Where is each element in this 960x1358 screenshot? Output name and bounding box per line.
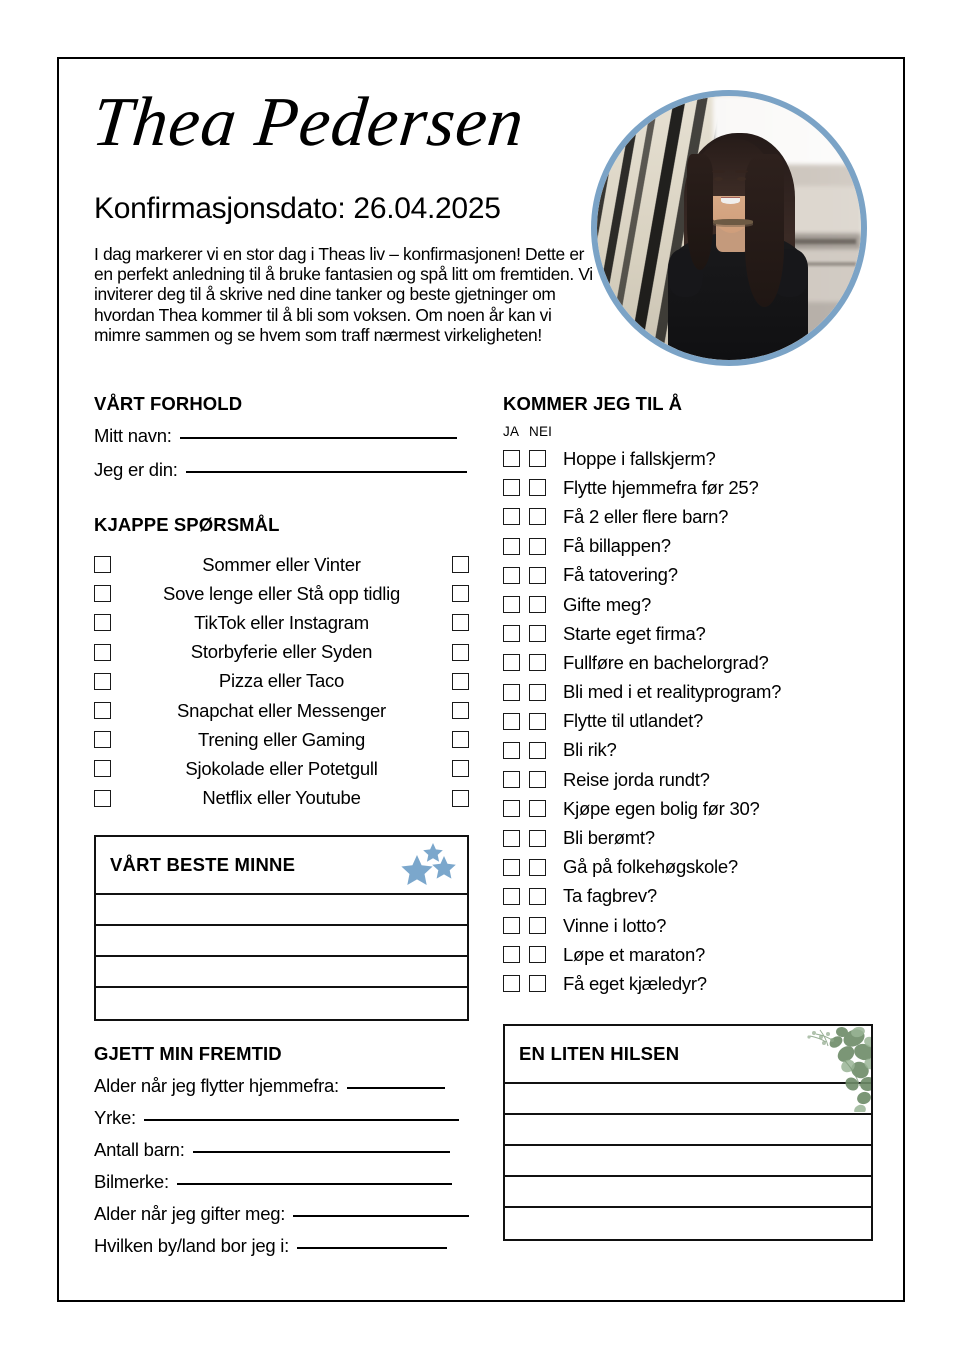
- list-item-label: Få tatovering?: [563, 564, 678, 586]
- section-title-best-memory: VÅRT BESTE MINNE: [110, 853, 296, 875]
- portrait-photo: [591, 90, 867, 366]
- field-row-yrke: [94, 1107, 469, 1129]
- list-item: [503, 678, 873, 707]
- checkbox-yes[interactable]: [503, 859, 520, 876]
- list-item-label: Storbyferie eller Syden: [190, 641, 373, 663]
- checkbox-no[interactable]: [529, 888, 546, 905]
- left-column: [94, 393, 469, 1257]
- quick-questions-list: [94, 550, 469, 813]
- list-item: [503, 590, 873, 619]
- list-item-label: Flytte hjemmefra før 25?: [563, 476, 759, 498]
- checkbox-no[interactable]: [529, 771, 546, 788]
- photo-eye-left: [714, 177, 723, 181]
- checkbox-no[interactable]: [529, 917, 546, 934]
- field-label: Hvilken by/land bor jeg i:: [94, 1234, 290, 1256]
- checkbox-yes[interactable]: [503, 713, 520, 730]
- checkbox-left[interactable]: [94, 702, 111, 719]
- list-item-label: Gå på folkehøgskole?: [563, 856, 738, 878]
- checkbox-no[interactable]: [529, 508, 546, 525]
- list-item: [503, 823, 873, 852]
- list-item: [503, 882, 873, 911]
- guess-my-future-section: [94, 1043, 469, 1257]
- confirmation-date: Konfirmasjonsdato: 26.04.2025: [94, 192, 501, 225]
- list-item: [94, 784, 469, 813]
- section-title-greeting: EN LITEN HILSEN: [519, 1042, 680, 1064]
- photo-choker-necklace: [713, 219, 753, 225]
- list-item: [94, 579, 469, 608]
- field-row-mitt-navn: [94, 425, 469, 447]
- list-item-label: Netflix eller Youtube: [202, 787, 361, 809]
- checkbox-yes[interactable]: [503, 946, 520, 963]
- checkbox-yes[interactable]: [503, 538, 520, 555]
- checkbox-yes[interactable]: [503, 450, 520, 467]
- list-item-label: Gifte meg?: [563, 593, 651, 615]
- checkbox-right[interactable]: [452, 556, 469, 573]
- write-in-line-alder-gifter[interactable]: [293, 1215, 469, 1217]
- list-item-label: Bli rik?: [563, 739, 617, 761]
- section-title-predictions: KOMMER JEG TIL Å: [503, 393, 683, 414]
- checkbox-no[interactable]: [529, 450, 546, 467]
- section-title-quick-questions: KJAPPE SPØRSMÅL: [94, 514, 280, 535]
- photo-hair-right: [745, 154, 785, 307]
- list-item: [503, 473, 873, 502]
- checkbox-yes[interactable]: [503, 742, 520, 759]
- field-label: Bilmerke:: [94, 1170, 169, 1192]
- list-item: [94, 725, 469, 754]
- checkbox-yes[interactable]: [503, 654, 520, 671]
- photo-eye-right: [737, 177, 746, 181]
- list-item: [503, 794, 873, 823]
- best-memory-box: [94, 835, 469, 1021]
- list-item: [503, 765, 873, 794]
- section-title-guess-future: GJETT MIN FREMTID: [94, 1042, 282, 1064]
- portrait-photo-image: [597, 96, 861, 360]
- list-item-label: Vinne i lotto?: [563, 914, 667, 936]
- list-item: [503, 940, 873, 969]
- checkbox-left[interactable]: [94, 614, 111, 631]
- field-label: Mitt navn:: [94, 425, 172, 446]
- checkbox-yes[interactable]: [503, 684, 520, 701]
- checkbox-left[interactable]: [94, 556, 111, 573]
- list-item: [503, 502, 873, 531]
- checkbox-no[interactable]: [529, 713, 546, 730]
- list-item: [94, 608, 469, 637]
- list-item: [503, 707, 873, 736]
- checkbox-yes[interactable]: [503, 800, 520, 817]
- list-item: [503, 648, 873, 677]
- list-item: [94, 667, 469, 696]
- field-row-by-land: [94, 1235, 469, 1257]
- greeting-box: [503, 1024, 873, 1241]
- checkbox-left[interactable]: [94, 585, 111, 602]
- checkbox-yes[interactable]: [503, 917, 520, 934]
- list-item: [94, 754, 469, 783]
- field-row-alder-flytter: [94, 1075, 469, 1097]
- write-in-line-bilmerke[interactable]: [177, 1183, 452, 1185]
- field-label: Alder når jeg gifter meg:: [94, 1202, 286, 1224]
- write-in-line[interactable]: [505, 1146, 871, 1177]
- checkbox-no[interactable]: [529, 975, 546, 992]
- yes-column-label: JA: [503, 424, 520, 439]
- list-item: [503, 444, 873, 473]
- list-item: [94, 696, 469, 725]
- greeting-header: [505, 1026, 871, 1084]
- checkbox-no[interactable]: [529, 742, 546, 759]
- list-item-label: TikTok eller Instagram: [194, 611, 369, 633]
- list-item-label: Flytte til utlandet?: [563, 710, 703, 732]
- checkbox-right[interactable]: [452, 644, 469, 661]
- write-in-line-alder-flytter[interactable]: [347, 1087, 445, 1089]
- checkbox-left[interactable]: [94, 790, 111, 807]
- section-title-relationship: VÅRT FORHOLD: [94, 393, 243, 414]
- field-row-jeg-er-din: [94, 459, 469, 481]
- list-item: [503, 911, 873, 940]
- checkbox-right[interactable]: [452, 585, 469, 602]
- list-item-label: Fullføre en bachelorgrad?: [563, 651, 769, 673]
- write-in-line[interactable]: [96, 988, 467, 1019]
- list-item-label: Ta fagbrev?: [563, 885, 657, 907]
- checkbox-no[interactable]: [529, 684, 546, 701]
- checkbox-left[interactable]: [94, 760, 111, 777]
- best-memory-header: [96, 837, 467, 895]
- photo-smile: [721, 197, 741, 204]
- list-item: [503, 736, 873, 765]
- list-item: [94, 550, 469, 579]
- list-item-label: Sove lenge eller Stå opp tidlig: [162, 582, 401, 604]
- list-item: [503, 969, 873, 998]
- checkbox-no[interactable]: [529, 859, 546, 876]
- write-in-line[interactable]: [96, 957, 467, 988]
- list-item: [503, 561, 873, 590]
- checkbox-right[interactable]: [452, 673, 469, 690]
- list-item-label: Få 2 eller flere barn?: [563, 505, 729, 527]
- list-item-label: Reise jorda rundt?: [563, 768, 710, 790]
- checkbox-yes[interactable]: [503, 567, 520, 584]
- checkbox-right[interactable]: [452, 790, 469, 807]
- list-item-label: Få eget kjæledyr?: [563, 972, 707, 994]
- list-item-label: Trening eller Gaming: [197, 728, 366, 750]
- write-in-line[interactable]: [505, 1177, 871, 1208]
- checkbox-left[interactable]: [94, 731, 111, 748]
- checkbox-yes[interactable]: [503, 625, 520, 642]
- list-item-label: Løpe et maraton?: [563, 943, 706, 965]
- photo-hair-left: [687, 154, 713, 270]
- checkbox-right[interactable]: [452, 760, 469, 777]
- list-item: [503, 619, 873, 648]
- list-item-label: Pizza eller Taco: [218, 670, 345, 692]
- write-in-line[interactable]: [96, 926, 467, 957]
- write-in-line-antall-barn[interactable]: [193, 1151, 450, 1153]
- list-item-label: Få billappen?: [563, 535, 671, 557]
- field-row-alder-gifter: [94, 1203, 469, 1225]
- page-title: Thea Pedersen: [89, 84, 529, 161]
- checkbox-no[interactable]: [529, 567, 546, 584]
- list-item-label: Starte eget firma?: [563, 622, 706, 644]
- checkbox-no[interactable]: [529, 596, 546, 613]
- write-in-line[interactable]: [505, 1208, 871, 1239]
- list-item-label: Bli berømt?: [563, 827, 655, 849]
- no-column-label: NEI: [529, 424, 553, 439]
- checkbox-left[interactable]: [94, 644, 111, 661]
- list-item-label: Hoppe i fallskjerm?: [563, 447, 716, 469]
- write-in-line-mitt-navn[interactable]: [180, 437, 457, 439]
- list-item: [94, 638, 469, 667]
- write-in-line[interactable]: [505, 1084, 871, 1115]
- checkbox-yes[interactable]: [503, 479, 520, 496]
- checkbox-yes[interactable]: [503, 888, 520, 905]
- checkbox-right[interactable]: [452, 731, 469, 748]
- list-item: [503, 532, 873, 561]
- list-item-label: Bli med i et realityprogram?: [563, 681, 782, 703]
- write-in-line-jeg-er-din[interactable]: [186, 471, 467, 473]
- list-item-label: Snapchat eller Messenger: [177, 699, 386, 721]
- field-row-antall-barn: [94, 1139, 469, 1161]
- list-item-label: Kjøpe egen bolig før 30?: [563, 797, 760, 819]
- write-in-line[interactable]: [505, 1115, 871, 1146]
- checkbox-yes[interactable]: [503, 508, 520, 525]
- field-row-bilmerke: [94, 1171, 469, 1193]
- checkbox-right[interactable]: [452, 614, 469, 631]
- field-label: Alder når jeg flytter hjemmefra:: [94, 1074, 339, 1096]
- yes-no-column-headers: [503, 424, 873, 439]
- field-label: Yrke:: [94, 1106, 136, 1128]
- checkbox-right[interactable]: [452, 702, 469, 719]
- write-in-line[interactable]: [96, 895, 467, 926]
- list-item: [503, 853, 873, 882]
- checkbox-no[interactable]: [529, 625, 546, 642]
- checkbox-no[interactable]: [529, 654, 546, 671]
- checkbox-yes[interactable]: [503, 596, 520, 613]
- write-in-line-yrke[interactable]: [144, 1119, 459, 1121]
- checkbox-yes[interactable]: [503, 975, 520, 992]
- checkbox-no[interactable]: [529, 800, 546, 817]
- predictions-list: [503, 444, 873, 999]
- list-item-label: Sommer eller Vinter: [202, 553, 361, 575]
- field-label: Antall barn:: [94, 1138, 185, 1160]
- checkbox-yes[interactable]: [503, 830, 520, 847]
- checkbox-no[interactable]: [529, 830, 546, 847]
- checkbox-left[interactable]: [94, 673, 111, 690]
- right-column: [503, 393, 873, 1241]
- checkbox-no[interactable]: [529, 946, 546, 963]
- checkbox-no[interactable]: [529, 538, 546, 555]
- field-label: Jeg er din:: [94, 459, 178, 480]
- stars-icon: [393, 841, 457, 889]
- intro-paragraph: I dag markerer vi en stor dag i Theas liv – konfirmasjonen! Dette er en perfekt anledning til å bruke fantasien og spå litt om fremtiden. Vi inviterer deg til å skrive ned dine tanker og beste gjetninger om hvordan Thea kommer til å bli som voksen. Om noen år kan vi mimre sammen og se hvem som traff nærmest virkeligheten!: [94, 244, 593, 345]
- list-item-label: Sjokolade eller Potetgull: [185, 757, 378, 779]
- checkbox-yes[interactable]: [503, 771, 520, 788]
- checkbox-no[interactable]: [529, 479, 546, 496]
- write-in-line-by-land[interactable]: [297, 1247, 447, 1249]
